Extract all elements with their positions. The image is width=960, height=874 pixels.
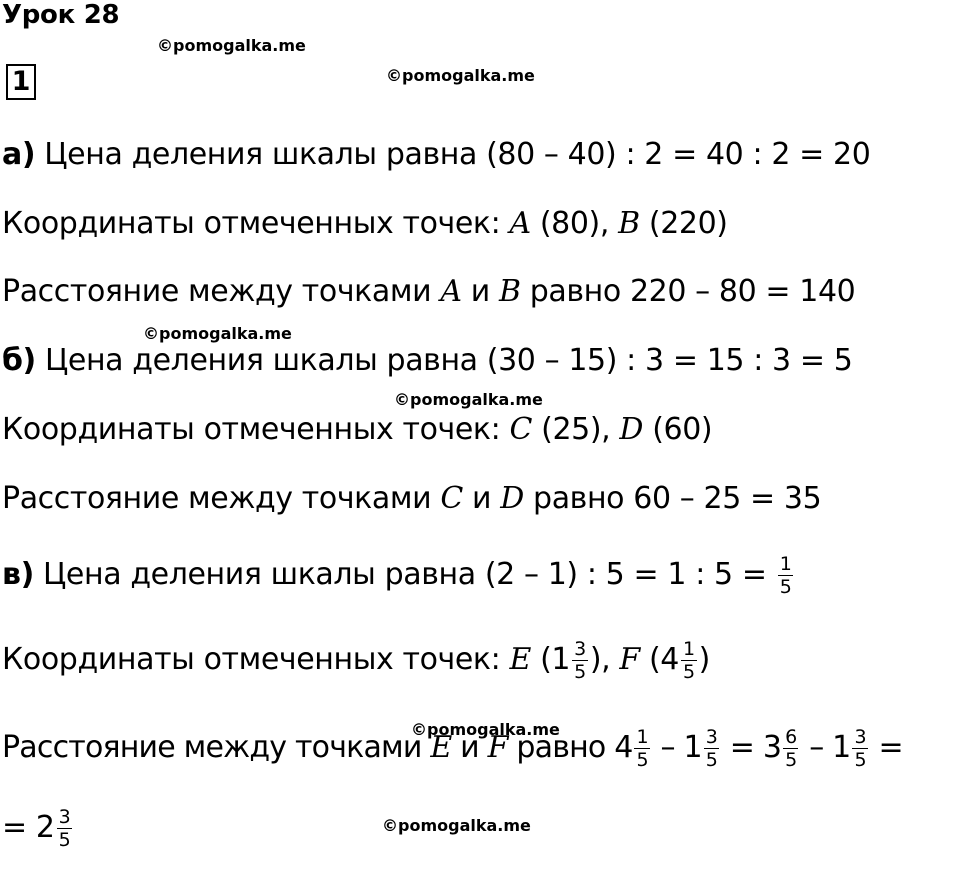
- task-number-box: 1: [6, 64, 36, 100]
- point-a: A: [509, 206, 531, 241]
- part-a-text: Цена деления шкалы равна (80 – 40) : 2 = 40 : 2 = 20: [35, 137, 871, 172]
- part-b-distance: Расстояние между точками C и D равно 60 – 25 = 35: [2, 481, 822, 516]
- watermark: ©pomogalka.me: [394, 390, 543, 409]
- watermark: ©pomogalka.me: [157, 36, 306, 55]
- watermark: ©pomogalka.me: [143, 324, 292, 343]
- watermark: ©pomogalka.me: [411, 720, 560, 739]
- part-a-scale-division: [2, 137, 870, 172]
- part-a-label: а): [2, 137, 36, 172]
- lesson-title: Урок 28: [2, 0, 120, 30]
- part-c-distance: Расстояние между точками E и F равно 4 $\frac{1}{5}$ – 1 $\frac{3}{5}$ = 3 $\frac{6}{5}$ – 1 $\frac{3}{5}$ =: [2, 726, 903, 771]
- fraction: $\frac{1}{5}$: [682, 638, 695, 683]
- point-b: B: [618, 206, 640, 241]
- part-c-text: Цена деления шкалы равна (2 – 1) : 5 = 1 : 5 =: [33, 557, 776, 592]
- part-b-text: Цена деления шкалы равна (30 – 15) : 3 = 15 : 3 = 5: [35, 343, 853, 378]
- part-b-label: б): [2, 343, 36, 378]
- part-b-scale-division: [2, 343, 852, 378]
- watermark: ©pomogalka.me: [386, 66, 535, 85]
- part-a-distance: Расстояние между точками A и B равно 220 – 80 = 140: [2, 274, 856, 309]
- fraction: $\frac{3}{5}$: [58, 806, 71, 851]
- fraction: $\frac{3}{5}$: [574, 638, 586, 683]
- point-f: F: [619, 642, 640, 677]
- part-c-coordinates: Координаты отмеченных точек: E (1 $\frac{3}{5}$ ), F (4 $\frac{1}{5}$ ): [2, 638, 710, 683]
- part-c-result: = 2 $\frac{3}{5}$: [2, 806, 71, 851]
- part-b-coordinates: Координаты отмеченных точек: C (25), D (60): [2, 412, 713, 447]
- fraction: $\frac{3}{5}$: [854, 726, 866, 771]
- point-c: C: [509, 412, 533, 447]
- watermark: ©pomogalka.me: [382, 816, 531, 835]
- point-d: D: [619, 412, 644, 447]
- point-e: E: [509, 642, 531, 677]
- fraction: $\frac{6}{5}$: [785, 726, 797, 771]
- part-c-scale-division: [2, 553, 795, 598]
- fraction: $\frac{1}{5}$: [636, 726, 648, 771]
- fraction: $\frac{1}{5}$: [779, 553, 792, 598]
- fraction: $\frac{3}{5}$: [705, 726, 718, 771]
- part-a-coordinates: Координаты отмеченных точек: A (80), B (220): [2, 206, 728, 241]
- part-c-label: в): [2, 557, 34, 592]
